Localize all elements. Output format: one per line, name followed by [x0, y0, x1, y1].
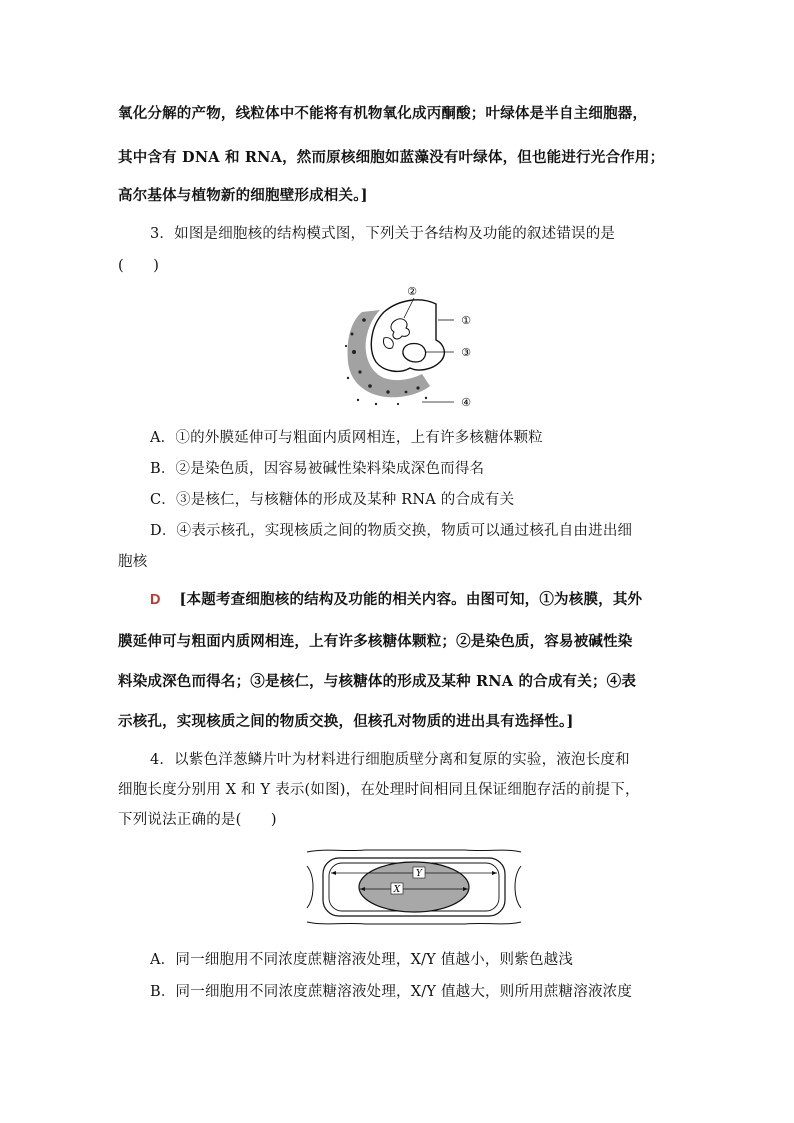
prev-answer-line-3: 高尔基体与植物新的细胞壁形成相关。]: [118, 187, 368, 204]
q3-option-c: C．③是核仁，与核糖体的形成及某种 RNA 的合成有关: [150, 492, 515, 508]
q3-explanation-line-4: 示核孔，实现核质之间的物质交换，但核孔对物质的进出具有选择性。]: [118, 713, 574, 730]
q4-stem-line-1: 4．以紫色洋葱鳞片叶为材料进行细胞质壁分离和复原的实验，液泡长度和: [150, 752, 630, 768]
fig4-label-y: Y: [416, 869, 422, 879]
fig3-label-1: ①: [461, 314, 471, 327]
q3-stem-line-1: 3．如图是细胞核的结构模式图，下列关于各结构及功能的叙述错误的是: [150, 226, 616, 242]
fig3-label-3: ③: [461, 346, 471, 359]
prev-answer-line-2: 其中含有 DNA 和 RNA，然而原核细胞如蓝藻没有叶绿体，但也能进行光合作用；: [118, 149, 665, 166]
q3-answer-letter: D: [150, 592, 161, 608]
q4-stem-line-2: 细胞长度分别用 X 和 Y 表示(如图)，在处理时间相同且保证细胞存活的前提下，: [118, 782, 640, 798]
nucleolus: [403, 344, 426, 363]
fig3-label-4: ④: [461, 396, 471, 409]
plasmolysis-cell-figure: [305, 846, 523, 928]
prev-answer-line-1: 氧化分解的产物，线粒体中不能将有机物氧化成丙酮酸；叶绿体是半自主细胞器，: [118, 105, 648, 122]
q3-stem-line-2: ( ): [118, 258, 160, 274]
fig3-label-2: ②: [407, 285, 417, 298]
nucleus-structure-figure: [340, 282, 480, 412]
q3-explanation-line-3: 料染成深色而得名；③是核仁，与核糖体的形成及某种 RNA 的合成有关；④表: [118, 673, 637, 690]
q3-option-d-line-1: D．④表示核孔，实现核质之间的物质交换，物质可以通过核孔自由进出细: [150, 523, 633, 539]
q4-option-a: A．同一细胞用不同浓度蔗糖溶液处理，X/Y 值越小，则紫色越浅: [150, 952, 574, 968]
fig4-label-x: X: [393, 885, 401, 895]
q4-stem-line-3: 下列说法正确的是( ): [118, 812, 277, 828]
q3-option-d-line-2: 胞核: [118, 554, 148, 570]
q3-explanation-line-1: [150, 588, 710, 609]
q3-explanation-line-2: 膜延伸可与粗面内质网相连，上有许多核糖体颗粒；②是染色质，容易被碱性染: [118, 633, 633, 650]
q4-option-b: B．同一细胞用不同浓度蔗糖溶液处理，X/Y 值越大，则所用蔗糖溶液浓度: [150, 984, 633, 1000]
q3-option-b: B．②是染色质，因容易被碱性染料染成深色而得名: [150, 461, 485, 477]
q3-explanation-text-1: [本题考查细胞核的结构及功能的相关内容。由图可知，①为核膜，其外: [179, 591, 643, 608]
q3-option-a: A．①的外膜延伸可与粗面内质网相连，上有许多核糖体颗粒: [150, 430, 543, 446]
